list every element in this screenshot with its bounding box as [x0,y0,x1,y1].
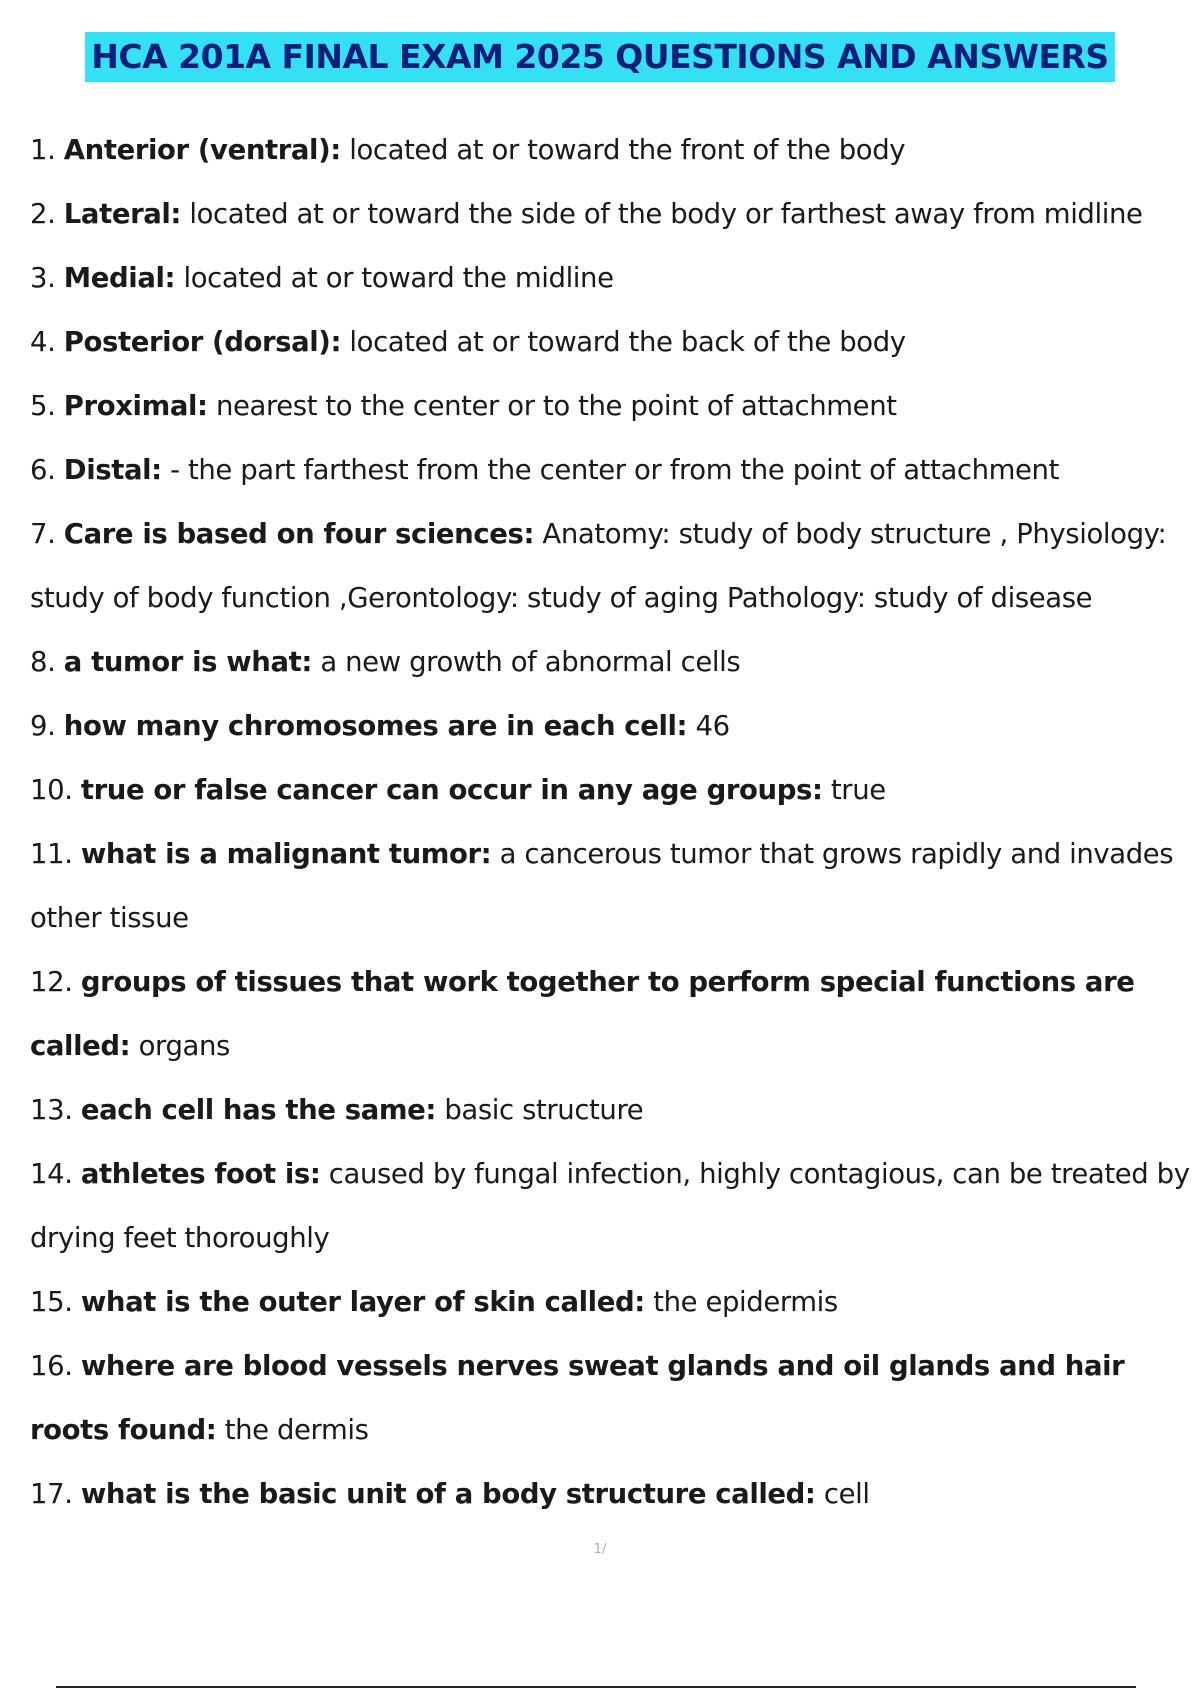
question-term: what is the outer layer of skin called: [80,1286,645,1318]
qa-item-5 [30,374,1190,438]
question-term: athletes foot is: [80,1158,321,1190]
answer-text: the epidermis [653,1286,838,1318]
item-number: 7. [30,518,56,550]
item-number: 14. [30,1158,73,1190]
item-number: 8. [30,646,56,678]
question-term: true or false cancer can occur in any age groups: [80,774,823,806]
qa-item-15 [30,1270,1190,1334]
answer-text: located at or toward the midline [183,262,614,294]
qa-item-8 [30,630,1190,694]
item-number: 10. [30,774,73,806]
item-number: 5. [30,390,56,422]
answer-text: nearest to the center or to the point of attachment [215,390,897,422]
answer-text: located at or toward the side of the body or farthest away from midline [189,198,1143,230]
question-term: how many chromosomes are in each cell: [63,710,688,742]
question-term: Posterior (dorsal): [63,326,342,358]
answer-text: true [830,774,886,806]
footer-divider [56,1686,1136,1688]
answer-text: a cancerous tumor that grows rapidly and invades other tissue [30,838,1174,934]
qa-item-11 [30,822,1190,950]
qa-item-12 [30,950,1190,1078]
question-term: what is the basic unit of a body structure called: [80,1478,816,1510]
qa-item-13 [30,1078,1190,1142]
answer-text: a new growth of abnormal cells [320,646,741,678]
qa-item-14 [30,1142,1190,1270]
question-term: Distal: [63,454,162,486]
answer-text: located at or toward the front of the body [349,134,906,166]
question-term: Proximal: [63,390,208,422]
question-term: Medial: [63,262,176,294]
qa-item-3 [30,246,1190,310]
item-number: 2. [30,198,56,230]
qa-item-2 [30,182,1190,246]
qa-item-9 [30,694,1190,758]
item-number: 12. [30,966,73,998]
item-number: 4. [30,326,56,358]
qa-list [30,118,1190,1526]
page-number: 1/ [593,1542,607,1557]
answer-text: the dermis [224,1414,369,1446]
title-container [0,32,1200,82]
question-term: what is a malignant tumor: [80,838,492,870]
item-number: 13. [30,1094,73,1126]
answer-text: 46 [695,710,730,742]
qa-item-6 [30,438,1190,502]
qa-item-17 [30,1462,1190,1526]
item-number: 3. [30,262,56,294]
item-number: 11. [30,838,73,870]
question-term: each cell has the same: [80,1094,436,1126]
question-term: Care is based on four sciences: [63,518,535,550]
item-number: 15. [30,1286,73,1318]
answer-text: located at or toward the back of the body [349,326,906,358]
question-term: Lateral: [63,198,182,230]
answer-text: basic structure [444,1094,644,1126]
qa-item-7 [30,502,1190,630]
answer-text: Anatomy: study of body structure , Physiology: study of body function ,Gerontology: study of aging Pathology: study of disease [30,518,1167,614]
item-number: 9. [30,710,56,742]
question-term: Anterior (ventral): [63,134,341,166]
answer-text: cell [823,1478,870,1510]
question-term: groups of tissues that work together to perform special functions are called: [30,966,1135,1062]
answer-text: - the part farthest from the center or from the point of attachment [170,454,1059,486]
qa-item-4 [30,310,1190,374]
item-number: 17. [30,1478,73,1510]
item-number: 16. [30,1350,73,1382]
answer-text: organs [138,1030,230,1062]
qa-item-10 [30,758,1190,822]
item-number: 6. [30,454,56,486]
qa-item-1 [30,118,1190,182]
question-term: a tumor is what: [63,646,312,678]
qa-item-16 [30,1334,1190,1462]
page-title: HCA 201A FINAL EXAM 2025 QUESTIONS AND ANSWERS [85,32,1114,82]
item-number: 1. [30,134,56,166]
answer-text: caused by fungal infection, highly contagious, can be treated by drying feet thoroughly [30,1158,1190,1254]
question-term: where are blood vessels nerves sweat glands and oil glands and hair roots found: [30,1350,1125,1446]
